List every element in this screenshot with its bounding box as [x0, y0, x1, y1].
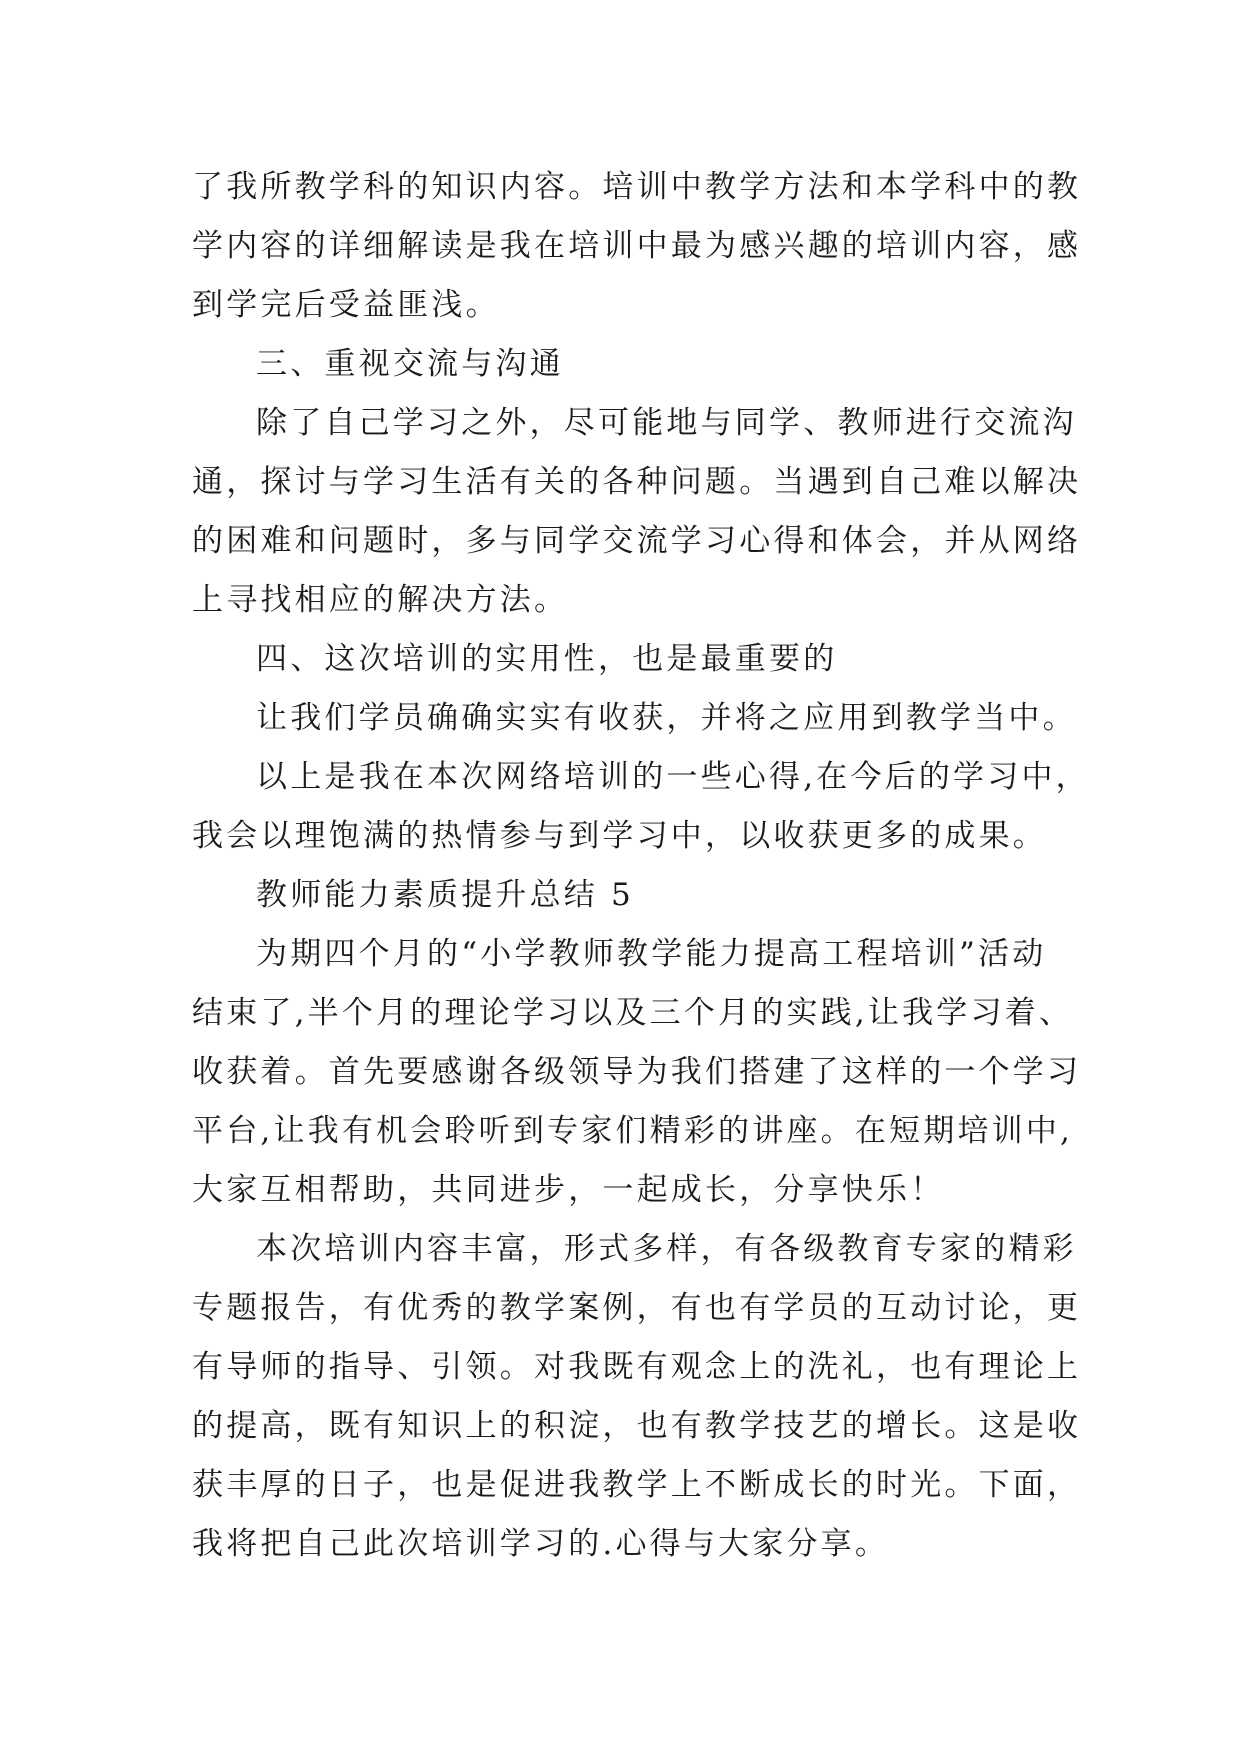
text-line: 除了自己学习之外，尽可能地与同学、教师进行交流沟 — [256, 405, 1077, 441]
text-line: 的提高，既有知识上的积淀，也有教学技艺的增长。这是收 — [192, 1408, 1082, 1444]
text-line: 以上是我在本次网络培训的一些心得,在今后的学习中， — [256, 759, 1090, 795]
text-line: 专题报告，有优秀的教学案例，有也有学员的互动讨论，更 — [192, 1290, 1082, 1326]
document-body — [192, 158, 1090, 1574]
text-line: 让我们学员确确实实有收获，并将之应用到教学当中。 — [256, 700, 1077, 736]
text-line: 有导师的指导、引领。对我既有观念上的洗礼，也有理论上 — [192, 1349, 1082, 1385]
text-line: 学内容的详细解读是我在培训中最为感兴趣的培训内容，感 — [192, 228, 1082, 264]
section-title: 教师能力素质提升总结 5 — [256, 877, 634, 913]
text-line: 结束了,半个月的理论学习以及三个月的实践,让我学习着、 — [192, 995, 1074, 1031]
text-line: 本次培训内容丰富，形式多样，有各级教育专家的精彩 — [256, 1231, 1077, 1267]
text-line: 到学完后受益匪浅。 — [192, 287, 500, 323]
text-line: 为期四个月的“小学教师教学能力提高工程培训”活动 — [256, 936, 1047, 972]
text-line: 获丰厚的日子，也是促进我教学上不断成长的时光。下面， — [192, 1467, 1082, 1503]
text-line: 上寻找相应的解决方法。 — [192, 582, 569, 618]
text-line: 我将把自己此次培训学习的.心得与大家分享。 — [192, 1526, 890, 1562]
text-line: 平台,让我有机会聆听到专家们精彩的讲座。在短期培训中, — [192, 1113, 1074, 1149]
text-line: 收获着。首先要感谢各级领导为我们搭建了这样的一个学习 — [192, 1054, 1082, 1090]
section-heading: 四、这次培训的实用性，也是最重要的 — [256, 641, 838, 677]
text-line: 的困难和问题时，多与同学交流学习心得和体会，并从网络 — [192, 523, 1082, 559]
section-heading: 三、重视交流与沟通 — [256, 346, 564, 382]
text-line: 大家互相帮助，共同进步，一起成长，分享快乐！ — [192, 1172, 945, 1208]
text-line: 通，探讨与学习生活有关的各种问题。当遇到自己难以解决 — [192, 464, 1082, 500]
text-line: 我会以理饱满的热情参与到学习中，以收获更多的成果。 — [192, 818, 1047, 854]
text-line: 了我所教学科的知识内容。培训中教学方法和本学科中的教 — [192, 169, 1082, 205]
